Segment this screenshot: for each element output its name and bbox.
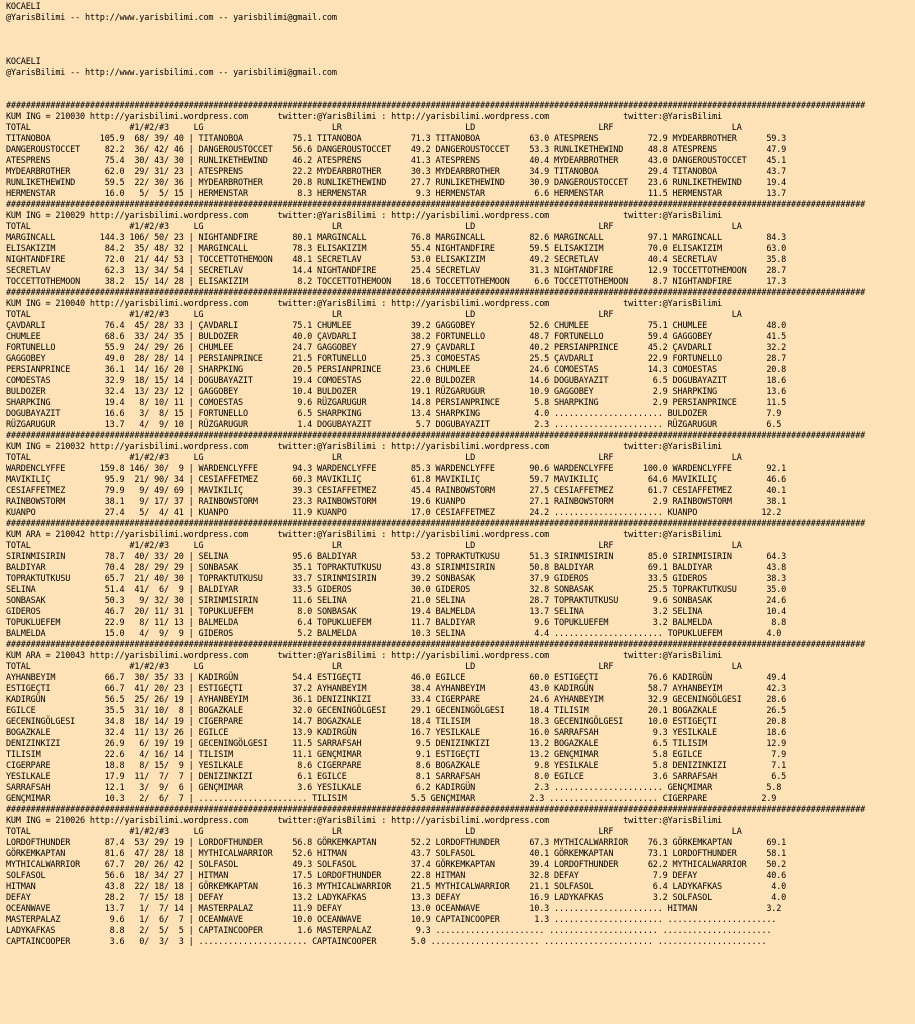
column-headers: TOTAL #1/#2/#3 LG LR LD LRF LA	[6, 541, 742, 551]
table-row: OCEANWAVE 13.7 1/ 7/ 14 | MASTERPALAZ 11.9 DEFAY 13.0 OCEANWAVE 10.3 ...................... HITMAN 3.2	[6, 904, 782, 914]
column-headers: TOTAL #1/#2/#3 LG LR LD LRF LA	[6, 123, 742, 133]
table-row: NIGHTANDFIRE 72.0 21/ 44/ 53 | TOCCETTOTHEMOON 48.1 SECRETLAV 53.0 ELISAKIZIM 49.2 SECRETLAV 40.4 SECRETLAV 35.8	[6, 255, 787, 265]
race-header: KUM ING = 210030 http://yarisbilimi.wordpress.com twitter:@YarisBilimi : http://yarisbilimi.wordpress.com twitter:@YarisBilimi	[6, 112, 722, 122]
table-row: CAPTAINCOOPER 3.6 0/ 3/ 3 | ...................... CAPTAINCOOPER 5.0 ...................... ...................... ......................	[6, 937, 767, 947]
table-row: SHARPKING 19.4 8/ 10/ 11 | COMOESTAS 9.6 RÜZGARUGUR 14.8 PERSIANPRINCE 5.8 SHARPKING 2.9 PERSIANPRINCE 11.5	[6, 398, 787, 408]
column-headers: TOTAL #1/#2/#3 LG LR LD LRF LA	[6, 222, 742, 232]
section-separator: ##############################################################################################################################################################################	[6, 431, 866, 441]
table-row: CIGERPARE 18.8 8/ 15/ 9 | YESILKALE 8.6 CIGERPARE 8.6 BOGAZKALE 9.8 YESILKALE 5.8 DENIZINKIZI 7.1	[6, 761, 787, 771]
page-header: @YarisBilimi -- http://www.yarisbilimi.com -- yarisbilimi@gmail.com	[6, 68, 337, 78]
column-headers: TOTAL #1/#2/#3 LG LR LD LRF LA	[6, 662, 742, 672]
table-row: SELINA 51.4 41/ 6/ 9 | BALDIYAR 33.5 GIDEROS 30.0 GIDEROS 32.8 SONBASAK 25.5 TOPRAKTUTKUSU 35.0	[6, 585, 787, 595]
table-row: ATESPRENS 75.4 30/ 43/ 30 | RUNLIKETHEWIND 46.2 ATESPRENS 41.3 ATESPRENS 40.4 MYDEARBROTHER 43.0 DANGEROUSTOCCET 45.1	[6, 156, 787, 166]
table-row: ESTIGEÇTI 66.7 41/ 20/ 23 | ESTIGEÇTI 37.2 AYHANBEYIM 38.4 AYHANBEYIM 43.0 KADIRGÜN 58.7 AYHANBEYIM 42.3	[6, 684, 787, 694]
table-row: PERSIANPRINCE 36.1 14/ 16/ 20 | SHARPKING 20.5 PERSIANPRINCE 23.6 CHUMLEE 24.6 COMOESTAS 14.3 COMOESTAS 20.8	[6, 365, 787, 375]
table-row: RÜZGARUGUR 13.7 4/ 9/ 10 | RÜZGARUGUR 1.4 DOGUBAYAZIT 5.7 DOGUBAYAZIT 2.3 ...................... RÜZGARUGUR 6.5	[6, 420, 782, 430]
table-row: GÖRKEMKAPTAN 81.6 47/ 28/ 18 | MYTHICALWARRIOR 52.6 HITMAN 43.7 SOLFASOL 40.1 GÖRKEMKAPTAN 73.1 LORDOFTHUNDER 58.1	[6, 849, 787, 859]
table-row: LADYKAFKAS 8.8 2/ 5/ 5 | CAPTAINCOOPER 1.6 MASTERPALAZ 9.3 ...................... ...................... ......................	[6, 926, 772, 936]
table-row: COMOESTAS 32.9 18/ 15/ 14 | DOGUBAYAZIT 19.4 COMOESTAS 22.0 BULDOZER 14.6 DOGUBAYAZIT 6.5 DOGUBAYAZIT 18.6	[6, 376, 787, 386]
race-header: KUM ING = 210026 http://yarisbilimi.wordpress.com twitter:@YarisBilimi : http://yarisbilimi.wordpress.com twitter:@YarisBilimi	[6, 816, 722, 826]
table-row: MAVIKILIÇ 95.9 21/ 90/ 34 | CESIAFFETMEZ 60.3 MAVIKILIÇ 61.8 MAVIKILIÇ 59.7 MAVIKILIÇ 64.6 MAVIKILIÇ 46.6	[6, 475, 787, 485]
column-headers: TOTAL #1/#2/#3 LG LR LD LRF LA	[6, 310, 742, 320]
table-row: TOPRAKTUTKUSU 65.7 21/ 40/ 30 | TOPRAKTUTKUSU 33.7 SIRINMISIRIN 39.2 SONBASAK 37.9 GIDEROS 33.5 GIDEROS 38.3	[6, 574, 787, 584]
table-row: RUNLIKETHEWIND 59.5 22/ 30/ 36 | MYDEARBROTHER 20.8 RUNLIKETHEWIND 27.7 RUNLIKETHEWIND 30.9 DANGEROUSTOCCET 23.6 RUNLIKETHEWIND 19.4	[6, 178, 787, 188]
section-separator: ##############################################################################################################################################################################	[6, 805, 866, 815]
race-header: KUM ING = 210040 http://yarisbilimi.wordpress.com twitter:@YarisBilimi : http://yarisbilimi.wordpress.com twitter:@YarisBilimi	[6, 299, 722, 309]
table-row: EGILCE 35.5 31/ 10/ 8 | BOGAZKALE 32.0 GECENINGÖLGESI 29.1 GECENINGÖLGESI 18.4 TILISIM 20.1 BOGAZKALE 26.5	[6, 706, 787, 716]
table-row: GIDEROS 46.7 20/ 11/ 31 | TOPUKLUEFEM 8.0 SONBASAK 19.4 BALMELDA 13.7 SELINA 3.2 SELINA 10.4	[6, 607, 787, 617]
table-row: BULDOZER 32.4 13/ 23/ 12 | GAGGOBEY 10.4 BULDOZER 19.1 RÜZGARUGUR 10.9 GAGGOBEY 2.9 SHARPKING 13.6	[6, 387, 787, 397]
section-separator: ##############################################################################################################################################################################	[6, 288, 866, 298]
table-row: YESILKALE 17.9 11/ 7/ 7 | DENIZINKIZI 6.1 EGILCE 8.1 SARRAFSAH 8.0 EGILCE 3.6 SARRAFSAH 6.5	[6, 772, 787, 782]
table-row: RAINBOWSTORM 38.1 9/ 17/ 37 | RAINBOWSTORM 23.3 RAINBOWSTORM 19.6 KUANPO 27.1 RAINBOWSTORM 2.9 RAINBOWSTORM 38.1	[6, 497, 787, 507]
page-header: KOCAELI	[6, 2, 41, 12]
table-row: ELISAKIZIM 84.2 35/ 48/ 32 | MARGINCALL 78.3 ELISAKIZIM 55.4 NIGHTANDFIRE 59.5 ELISAKIZIM 70.0 ELISAKIZIM 63.0	[6, 244, 787, 254]
table-row: HERMENSTAR 16.0 5/ 5/ 15 | HERMENSTAR 8.3 HERMENSTAR 9.3 HERMENSTAR 6.6 HERMENSTAR 11.5 HERMENSTAR 13.7	[6, 189, 787, 199]
table-row: KADIRGÜN 56.5 25/ 26/ 19 | AYHANBEYIM 36.1 DENIZINKIZI 33.4 CIGERPARE 24.6 AYHANBEYIM 32.9 GECENINGÖLGESI 28.6	[6, 695, 787, 705]
table-row: MYTHICALWARRIOR 67.7 20/ 26/ 42 | SOLFASOL 49.3 SOLFASOL 37.4 GÖRKEMKAPTAN 39.4 LORDOFTHUNDER 62.2 MYTHICALWARRIOR 50.2	[6, 860, 787, 870]
section-separator: ##############################################################################################################################################################################	[6, 640, 866, 650]
table-row: CHUMLEE 68.6 33/ 24/ 35 | BULDOZER 40.0 ÇAVDARLI 38.2 FORTUNELLO 48.7 FORTUNELLO 59.4 GAGGOBEY 41.5	[6, 332, 787, 342]
page-header: KOCAELI	[6, 57, 41, 67]
table-row: MASTERPALAZ 9.6 1/ 6/ 7 | OCEANWAVE 10.0 OCEANWAVE 10.9 CAPTAINCOOPER 1.3 ...................... ......................	[6, 915, 777, 925]
table-row: AYHANBEYIM 66.7 30/ 35/ 33 | KADIRGÜN 54.4 ESTIGEÇTI 46.0 EGILCE 60.0 ESTIGEÇTI 76.6 KADIRGÜN 49.4	[6, 673, 787, 683]
table-row: TOCCETTOTHEMOON 38.2 15/ 14/ 28 | ELISAKIZIM 8.2 TOCCETTOTHEMOON 18.6 TOCCETTOTHEMOON 6.6 TOCCETTOTHEMOON 8.7 NIGHTANDFIRE 17.3	[6, 277, 787, 287]
table-row: BOGAZKALE 32.4 11/ 13/ 26 | EGILCE 13.9 KADIRGÜN 16.7 YESILKALE 16.0 SARRAFSAH 9.3 YESILKALE 18.6	[6, 728, 787, 738]
table-row: DOGUBAYAZIT 16.6 3/ 8/ 15 | FORTUNELLO 6.5 SHARPKING 13.4 SHARPKING 4.0 ...................... BULDOZER 7.9	[6, 409, 782, 419]
section-separator: ##############################################################################################################################################################################	[6, 101, 866, 111]
race-header: KUM ARA = 210043 http://yarisbilimi.wordpress.com twitter:@YarisBilimi : http://yarisbilimi.wordpress.com twitter:@YarisBilimi	[6, 651, 722, 661]
table-row: FORTUNELLO 55.9 24/ 29/ 26 | CHUMLEE 24.7 GAGGOBEY 27.9 ÇAVDARLI 40.2 PERSIANPRINCE 45.2 ÇAVDARLI 32.2	[6, 343, 787, 353]
table-row: TILISIM 22.6 4/ 16/ 14 | TILISIM 11.1 GENÇMIMAR 9.1 ESTIGEÇTI 13.2 GENÇMIMAR 5.8 EGILCE 7.9	[6, 750, 787, 760]
race-header: KUM ING = 210032 http://yarisbilimi.wordpress.com twitter:@YarisBilimi : http://yarisbilimi.wordpress.com twitter:@YarisBilimi	[6, 442, 722, 452]
race-header: KUM ARA = 210042 http://yarisbilimi.wordpress.com twitter:@YarisBilimi : http://yarisbilimi.wordpress.com twitter:@YarisBilimi	[6, 530, 722, 540]
table-row: TITANOBOA 105.9 68/ 39/ 40 | TITANOBOA 75.1 TITANOBOA 71.3 TITANOBOA 63.0 ATESPRENS 72.9 MYDEARBROTHER 59.3	[6, 134, 787, 144]
table-row: DENIZINKIZI 26.9 6/ 19/ 19 | GECENINGÖLGESI 11.5 SARRAFSAH 9.5 DENIZINKIZI 13.2 BOGAZKALE 6.5 TILISIM 12.9	[6, 739, 787, 749]
table-row: CESIAFFETMEZ 79.9 9/ 49/ 69 | MAVIKILIÇ 39.3 CESIAFFETMEZ 45.4 RAINBOWSTORM 27.5 CESIAFFETMEZ 61.7 CESIAFFETMEZ 40.1	[6, 486, 787, 496]
table-row: SIRINMISIRIN 78.7 40/ 33/ 20 | SELINA 95.6 BALDIYAR 53.2 TOPRAKTUTKUSU 51.3 SIRINMISIRIN 85.0 SIRINMISIRIN 64.3	[6, 552, 787, 562]
table-row: DANGEROUSTOCCET 82.2 36/ 42/ 46 | DANGEROUSTOCCET 56.6 DANGEROUSTOCCET 49.2 DANGEROUSTOCCET 53.3 RUNLIKETHEWIND 48.8 ATESPRENS 47.9	[6, 145, 787, 155]
table-row: SECRETLAV 62.3 13/ 34/ 54 | SECRETLAV 14.4 NIGHTANDFIRE 25.4 SECRETLAV 31.3 NIGHTANDFIRE 12.9 TOCCETTOTHEMOON 28.7	[6, 266, 787, 276]
table-row: DEFAY 28.2 7/ 15/ 18 | DEFAY 13.2 LADYKAFKAS 13.3 DEFAY 16.9 LADYKAFKAS 3.2 SOLFASOL 4.0	[6, 893, 787, 903]
page-header: @YarisBilimi -- http://www.yarisbilimi.com -- yarisbilimi@gmail.com	[6, 13, 337, 23]
table-row: MYDEARBROTHER 62.0 29/ 31/ 23 | ATESPRENS 22.2 MYDEARBROTHER 30.3 MYDEARBROTHER 34.9 TITANOBOA 29.4 TITANOBOA 43.7	[6, 167, 787, 177]
table-row: BALMELDA 15.0 4/ 9/ 9 | GIDEROS 5.2 BALMELDA 10.3 SELINA 4.4 ...................... TOPUKLUEFEM 4.0	[6, 629, 782, 639]
table-row: GECENINGÖLGESI 34.8 18/ 14/ 19 | CIGERPARE 14.7 BOGAZKALE 18.4 TILISIM 18.3 GECENINGÖLGESI 10.0 ESTIGEÇTI 20.8	[6, 717, 787, 727]
section-separator: ##############################################################################################################################################################################	[6, 519, 866, 529]
table-row: MARGINCALL 144.3 106/ 50/ 23 | NIGHTANDFIRE 80.1 MARGINCALL 76.8 MARGINCALL 82.6 MARGINCALL 97.1 MARGINCALL 84.3	[6, 233, 787, 243]
table-row: SARRAFSAH 12.1 3/ 9/ 6 | GENÇMIMAR 3.6 YESILKALE 6.2 KADIRGÜN 2.3 ...................... GENÇMIMAR 5.8	[6, 783, 782, 793]
table-row: SOLFASOL 56.6 18/ 34/ 27 | HITMAN 17.5 LORDOFTHUNDER 22.8 HITMAN 32.8 DEFAY 7.9 DEFAY 40.6	[6, 871, 787, 881]
column-headers: TOTAL #1/#2/#3 LG LR LD LRF LA	[6, 453, 742, 463]
table-row: SONBASAK 50.3 9/ 32/ 30 | SIRINMISIRIN 11.6 SELINA 21.0 SELINA 28.7 TOPRAKTUTKUSU 9.6 SONBASAK 24.6	[6, 596, 787, 606]
table-row: BALDIYAR 70.4 28/ 29/ 29 | SONBASAK 35.1 TOPRAKTUTKUSU 43.8 SIRINMISIRIN 50.8 BALDIYAR 69.1 BALDIYAR 43.8	[6, 563, 787, 573]
table-row: GENÇMIMAR 10.3 2/ 6/ 7 | ...................... TILISIM 5.5 GENÇMIMAR 2.3 ...................... CIGERPARE 2.9	[6, 794, 777, 804]
table-row: KUANPO 27.4 5/ 4/ 41 | KUANPO 11.9 KUANPO 17.0 CESIAFFETMEZ 24.2 ...................... KUANPO 12.2	[6, 508, 782, 518]
table-row: LORDOFTHUNDER 87.4 53/ 29/ 19 | LORDOFTHUNDER 56.8 GÖRKEMKAPTAN 52.2 LORDOFTHUNDER 67.3 MYTHICALWARRIOR 76.3 GÖRKEMKAPTAN 69.1	[6, 838, 787, 848]
table-row: GAGGOBEY 49.0 28/ 28/ 14 | PERSIANPRINCE 21.5 FORTUNELLO 25.3 COMOESTAS 25.5 ÇAVDARLI 22.9 FORTUNELLO 28.7	[6, 354, 787, 364]
table-row: HITMAN 43.8 22/ 18/ 18 | GÖRKEMKAPTAN 16.3 MYTHICALWARRIOR 21.5 MYTHICALWARRIOR 21.1 SOLFASOL 6.4 LADYKAFKAS 4.0	[6, 882, 787, 892]
section-separator: ##############################################################################################################################################################################	[6, 200, 866, 210]
table-row: WARDENCLYFFE 159.8 146/ 30/ 9 | WARDENCLYFFE 94.3 WARDENCLYFFE 85.3 WARDENCLYFFE 90.6 WARDENCLYFFE 100.0 WARDENCLYFFE 92.1	[6, 464, 787, 474]
table-row: TOPUKLUEFEM 22.9 8/ 11/ 13 | BALMELDA 6.4 TOPUKLUEFEM 11.7 BALDIYAR 9.6 TOPUKLUEFEM 3.2 BALMELDA 8.8	[6, 618, 787, 628]
column-headers: TOTAL #1/#2/#3 LG LR LD LRF LA	[6, 827, 742, 837]
table-row: ÇAVDARLI 76.4 45/ 28/ 33 | ÇAVDARLI 75.1 CHUMLEE 39.2 GAGGOBEY 52.6 CHUMLEE 75.1 CHUMLEE 48.0	[6, 321, 787, 331]
race-header: KUM ING = 210029 http://yarisbilimi.wordpress.com twitter:@YarisBilimi : http://yarisbilimi.wordpress.com twitter:@YarisBilimi	[6, 211, 722, 221]
